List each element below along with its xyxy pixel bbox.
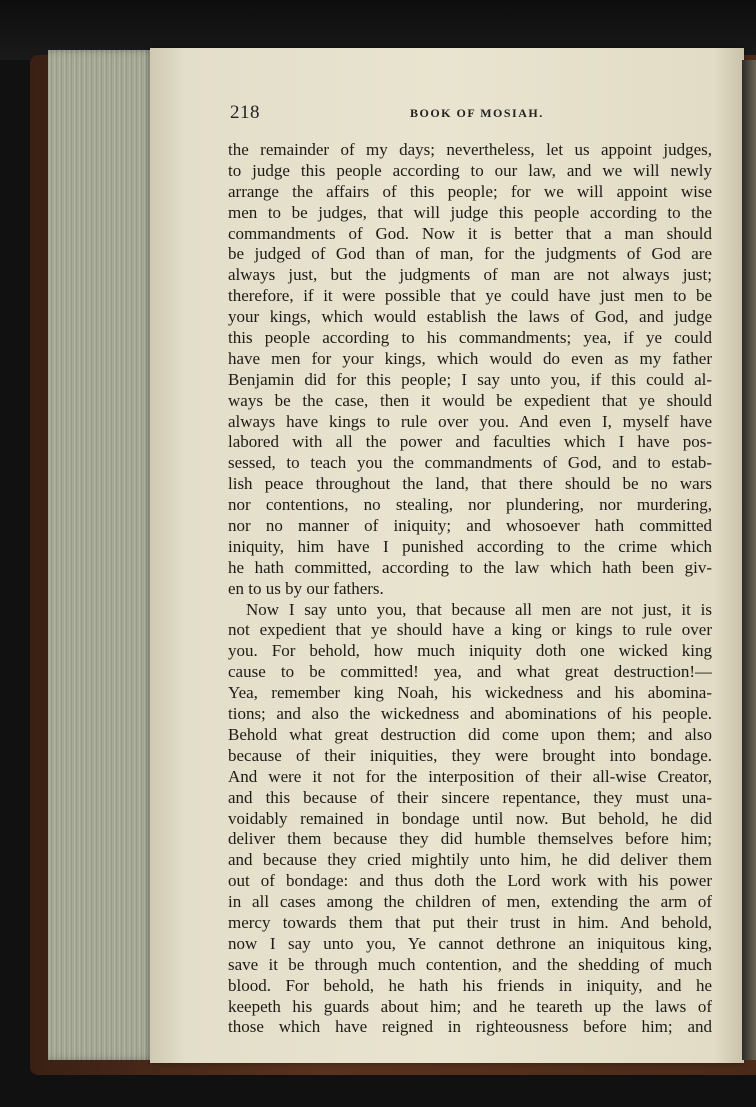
- text-line: cause to be committed! yea, and what great destruction!—: [228, 662, 712, 682]
- text-line: ways be the case, then it would be expedient that ye should: [228, 390, 712, 410]
- text-line: not expedient that ye should have a king or kings to rule over: [228, 620, 712, 640]
- text-line: this people according to his commandments; yea, if ye could: [228, 328, 712, 348]
- text-line: in all cases among the children of men, extending the arm of: [228, 892, 712, 912]
- text-line: because of their iniquities, they were brought into bondage.: [228, 745, 712, 765]
- text-line: voidably remained in bondage until now. But behold, he did: [228, 808, 712, 828]
- text-line: to judge this people according to our law, and we will newly: [228, 160, 712, 180]
- text-line: blood. For behold, he hath his friends in iniquity, and he: [228, 975, 712, 995]
- text-line: iniquity, him have I punished according to the crime which: [228, 536, 712, 556]
- text-line: therefore, if it were possible that ye could have just men to be: [228, 286, 712, 306]
- text-line: Benjamin did for this people; I say unto you, if this could al-: [228, 369, 712, 389]
- text-line: tions; and also the wickedness and abominations of his people.: [228, 704, 712, 724]
- text-line: and because they cried mightily unto him, he did deliver them: [228, 850, 712, 870]
- text-line: be judged of God than of man, for the judgments of God are: [228, 244, 712, 264]
- text-line: deliver them because they did humble themselves before him;: [228, 829, 712, 849]
- text-line: always just, but the judgments of man are not always just;: [228, 265, 712, 285]
- running-head: BOOK OF MOSIAH.: [410, 106, 544, 120]
- text-line: those which have reigned in righteousness before him; and: [228, 1017, 712, 1037]
- body-text: [228, 140, 712, 1038]
- text-line: mercy towards them that put their trust in him. And behold,: [228, 912, 712, 932]
- text-line: commandments of God. Now it is better that a man should: [228, 223, 712, 243]
- text-line: now I say unto you, Ye cannot dethrone an iniquitous king,: [228, 933, 712, 953]
- text-line: lish peace throughout the land, that there should be no wars: [228, 474, 712, 494]
- text-line: your kings, which would establish the laws of God, and judge: [228, 307, 712, 327]
- text-line: Yea, remember king Noah, his wickedness and his abomina-: [228, 683, 712, 703]
- page-header: [230, 102, 720, 126]
- text-line: have men for your kings, which would do even as my father: [228, 348, 712, 368]
- text-line: he hath committed, according to the law which hath been giv-: [228, 557, 712, 577]
- text-line: always have kings to rule over you. And even I, myself have: [228, 411, 712, 431]
- text-line: sessed, to teach you the commandments of God, and to estab-: [228, 453, 712, 473]
- text-line: men to be judges, that will judge this people according to the: [228, 202, 712, 222]
- text-line: nor no manner of iniquity; and whosoever hath committed: [228, 516, 712, 536]
- text-line: Now I say unto you, that because all men are not just, it is: [246, 599, 712, 619]
- page-edges: [48, 50, 158, 1060]
- text-line: and this because of their sincere repentance, they must una-: [228, 787, 712, 807]
- text-line: And were it not for the interposition of their all-wise Creator,: [228, 766, 712, 786]
- text-line: keepeth his guards about him; and he teareth up the laws of: [228, 996, 712, 1016]
- text-line: labored with all the power and faculties which I have pos-: [228, 432, 712, 452]
- text-line: nor contentions, no stealing, nor plundering, nor murdering,: [228, 495, 712, 515]
- text-line: Behold what great destruction did come upon them; and also: [228, 724, 712, 744]
- text-line: save it be through much contention, and the shedding of much: [228, 954, 712, 974]
- text-line: the remainder of my days; nevertheless, let us appoint judges,: [228, 140, 712, 159]
- facing-page-edge: [742, 60, 756, 1060]
- text-line: you. For behold, how much iniquity doth one wicked king: [228, 641, 712, 661]
- text-line: arrange the affairs of this people; for we will appoint wise: [228, 181, 712, 201]
- text-line: en to us by our fathers.: [228, 578, 384, 598]
- text-line: out of bondage: and thus doth the Lord work with his power: [228, 871, 712, 891]
- page-number: 218: [230, 102, 260, 123]
